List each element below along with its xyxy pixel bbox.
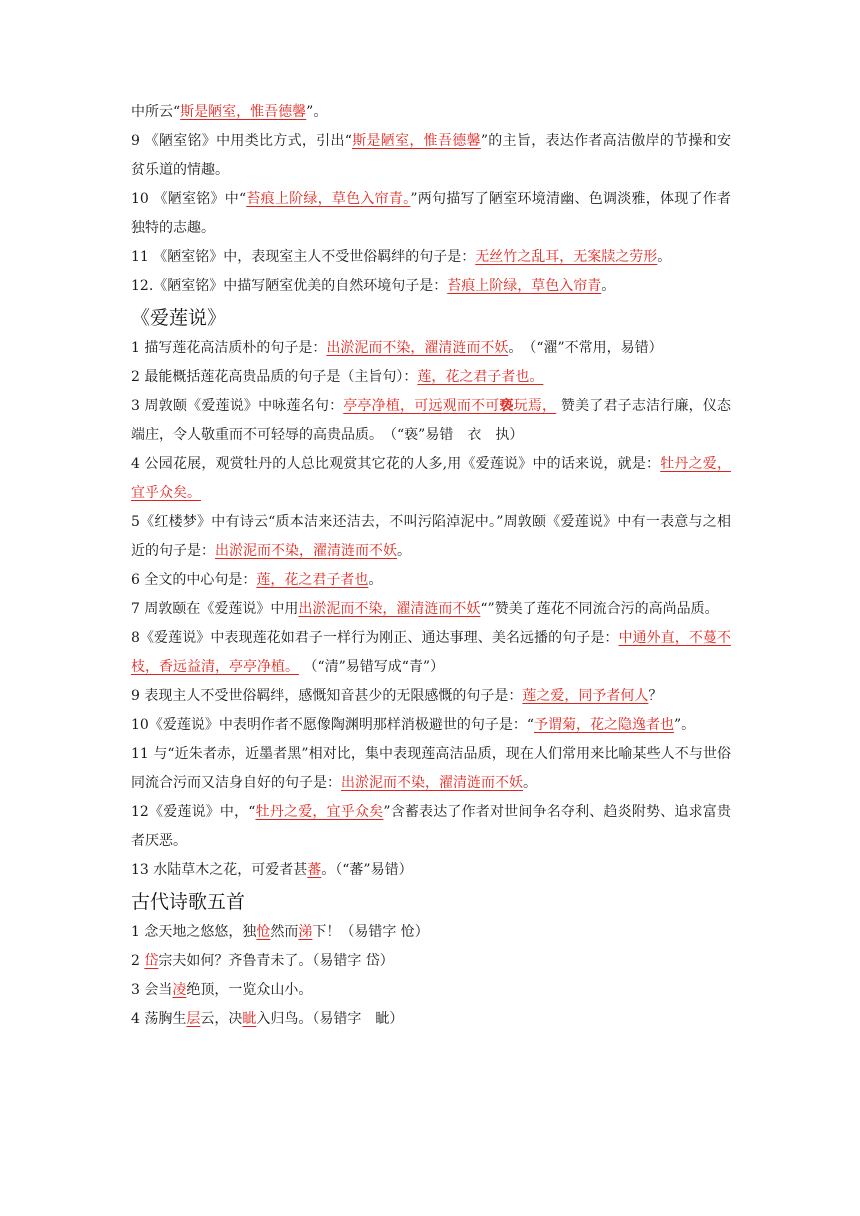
- paragraph-text: 宗夫如何？齐鲁青未了。（易错字 岱）: [158, 953, 394, 969]
- paragraph-text: ”。: [673, 717, 696, 733]
- answer-highlight: 出淤泥而不染，濯清涟而不妖: [298, 601, 481, 617]
- paragraph: [131, 682, 731, 711]
- paragraph-text: 8《爱莲说》中表现莲花如君子一样行为刚正、通达事理、美名远播的句子是：: [131, 630, 619, 646]
- paragraph-text: 2: [131, 953, 145, 969]
- paragraph: [131, 624, 731, 682]
- answer-highlight: 斯是陋室，惟吾德馨: [351, 133, 481, 149]
- answer-highlight: 牡丹之爱，宜乎众矣: [255, 804, 384, 820]
- answer-highlight: 莲，花之君子者也。: [417, 369, 544, 385]
- paragraph-text: （“清”易错写成“青”）: [299, 659, 445, 675]
- answer-highlight: 蕃: [307, 862, 322, 878]
- answer-highlight: 出淤泥而不染，濯清涟而不妖: [215, 543, 397, 559]
- paragraph: [131, 947, 731, 976]
- paragraph: [131, 918, 731, 947]
- paragraph: [131, 976, 731, 1005]
- answer-highlight: 出淤泥而不染，濯清涟而不妖: [341, 775, 523, 791]
- answer-highlight: 玩焉，: [513, 398, 557, 414]
- paragraph: [131, 711, 731, 740]
- paragraph: [131, 363, 731, 392]
- document-page: [131, 98, 731, 1034]
- answer-highlight: 中通外直，不蔓不枝，香远益清，亭亭净植。: [131, 630, 731, 675]
- answer-highlight: 苔痕上阶绿，草色入帘青: [447, 278, 602, 294]
- paragraph-text: 然而: [270, 924, 299, 940]
- answer-highlight: 无丝竹之乱耳，无案牍之劳形: [475, 249, 658, 265]
- paragraph: [131, 272, 731, 301]
- paragraph-text: 绝顶，一览众山小。: [186, 982, 313, 998]
- section-heading: 《爱莲说》: [131, 307, 227, 329]
- paragraph-text: 。（“蕃”易错）: [321, 862, 413, 878]
- paragraph-text: 入归鸟。（易错字 眦）: [256, 1011, 404, 1027]
- answer-highlight: 莲之爱，同予者何人: [522, 688, 649, 704]
- answer-highlight: 予谓菊，花之隐逸者也: [533, 717, 674, 733]
- paragraph-text: 。: [657, 249, 672, 265]
- paragraph-text: “”赞美了莲花不同流合污的高尚品质。: [480, 601, 719, 617]
- section-heading: 古代诗歌五首: [131, 891, 246, 913]
- paragraph-text: 2 最能概括莲花高贵品质的句子是（主旨句）：: [131, 369, 418, 385]
- paragraph: [131, 243, 731, 272]
- answer-highlight: 亭亭净植，可远观而不可: [343, 398, 500, 414]
- paragraph-text: 7 周敦颐在《爱莲说》中用: [131, 601, 299, 617]
- paragraph-text: 。 （“濯”不常用，易错）: [508, 340, 663, 356]
- paragraph-text: 4 公园花展，观赏牡丹的人总比观赏其它花的人多,用《爱莲说》中的话来说，就是：: [131, 456, 661, 472]
- paragraph: [131, 595, 731, 624]
- paragraph: [131, 1005, 731, 1034]
- answer-highlight: 岱: [144, 953, 159, 969]
- paragraph-text: 3 会当: [131, 982, 173, 998]
- answer-highlight: 斯是陋室，惟吾德馨: [180, 104, 307, 120]
- paragraph-text: 13 水陆草木之花，可爱者甚: [131, 862, 308, 878]
- paragraph: [131, 798, 731, 856]
- paragraph: [131, 450, 731, 508]
- paragraph-text: 10《爱莲说》中表明作者不愿像陶渊明那样消极避世的句子是：“: [131, 717, 534, 733]
- paragraph: [131, 740, 731, 798]
- answer-highlight: 凌: [172, 982, 187, 998]
- answer-highlight: 层: [186, 1011, 201, 1027]
- answer-highlight: 怆: [256, 924, 271, 940]
- paragraph-text: ？: [648, 688, 663, 704]
- paragraph-text: 11 《陋室铭》中，表现室主人不受世俗羁绊的句子是：: [131, 249, 476, 265]
- paragraph: [131, 508, 731, 566]
- paragraph-text: ”。: [306, 104, 328, 120]
- paragraph-text: 9 《陋室铭》中用类比方式，引出“: [131, 133, 352, 149]
- paragraph-text: 下！（易错字 怆）: [312, 924, 429, 940]
- answer-highlight-bold: 亵: [499, 398, 514, 414]
- paragraph-text: ”含蓄表达了作者对世间争名夺利、趋炎附势、追求富贵者厌恶。: [131, 804, 731, 849]
- answer-highlight: 出淤泥而不染，濯清涟而不妖: [326, 340, 509, 356]
- paragraph-text: 5《红楼梦》中有诗云“质本洁来还洁去，不叫污陷淖泥中。”周敦颐《爱莲说》中有一表意与之相近的句子是：: [131, 514, 731, 559]
- paragraph: [131, 856, 731, 885]
- answer-highlight: 眦: [242, 1011, 257, 1027]
- paragraph-text: 赞美了君子志洁行廉，仪态端庄，令人敬重而不可轻辱的高贵品质。 （“亵”易错 衣 执）: [131, 398, 732, 443]
- paragraph-text: ”两句描写了陋室环境清幽、色调淡雅，体现了作者独特的志趣。: [131, 191, 732, 236]
- paragraph: [131, 185, 731, 243]
- paragraph-text: 。: [523, 775, 537, 791]
- paragraph-text: ”的主旨，表达作者高洁傲岸的节操和安贫乐道的情趣。: [131, 133, 732, 178]
- paragraph-text: 10 《陋室铭》中“: [131, 191, 247, 207]
- paragraph: [131, 392, 731, 450]
- paragraph-text: 1 描写莲花高洁质朴的句子是：: [131, 340, 327, 356]
- paragraph-text: 3 周敦颐《爱莲说》中咏莲名句：: [131, 398, 344, 414]
- paragraph-text: 。: [368, 572, 383, 588]
- answer-highlight: 涕: [298, 924, 313, 940]
- paragraph-text: 4 荡胸生: [131, 1011, 187, 1027]
- answer-highlight: 牡丹之爱，宜乎众矣。: [131, 456, 731, 501]
- answer-highlight: 莲，花之君子者也: [256, 572, 369, 588]
- answer-highlight: 苔痕上阶绿，草色入帘青。: [246, 191, 411, 207]
- paragraph: [131, 334, 731, 363]
- paragraph-text: 1 念天地之悠悠，独: [131, 924, 257, 940]
- paragraph: [131, 127, 731, 185]
- paragraph-text: 中所云“: [131, 104, 181, 120]
- paragraph-text: 云，决: [200, 1011, 243, 1027]
- paragraph-text: 12.《陋室铭》中描写陋室优美的自然环境句子是：: [131, 278, 448, 294]
- paragraph-text: 6 全文的中心句是：: [131, 572, 257, 588]
- paragraph: [131, 98, 731, 127]
- paragraph: [131, 566, 731, 595]
- paragraph-text: 11 与“近朱者赤，近墨者黑”相对比，集中表现莲高洁品质，现在人们常用来比喻某些人不与世俗同流合污而又洁身自好的句子是：: [131, 746, 731, 791]
- paragraph-text: 9 表现主人不受世俗羁绊，感慨知音甚少的无限感慨的句子是：: [131, 688, 523, 704]
- paragraph-text: 。: [601, 278, 616, 294]
- paragraph-text: 。: [397, 543, 411, 559]
- paragraph-text: 12《爱莲说》中，“: [131, 804, 256, 820]
